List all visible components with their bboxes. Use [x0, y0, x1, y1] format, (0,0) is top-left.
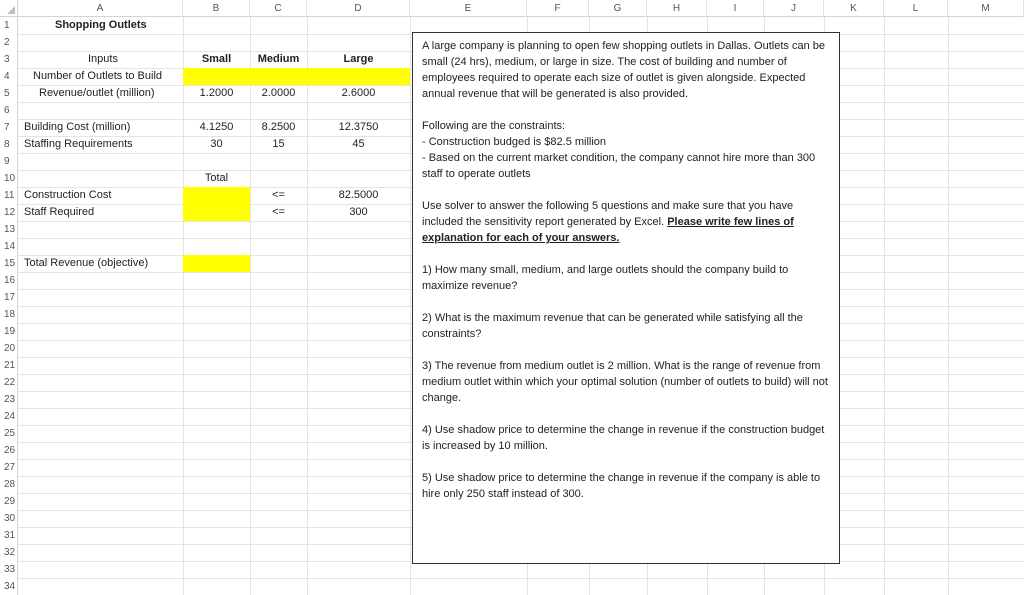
outlets-to-build-input-cells[interactable]	[183, 68, 410, 85]
row-header[interactable]: 29	[0, 493, 18, 510]
row-header[interactable]: 4	[0, 68, 18, 85]
total-header[interactable]: Total	[204, 172, 229, 184]
staff-operator[interactable]: <=	[272, 206, 285, 218]
solver-instruction-text: Use solver to answer the following 5 questions and make sure that you have included the sensitivity report generated by Excel.	[422, 200, 794, 228]
solver-instruction	[422, 198, 830, 246]
row-header[interactable]: 6	[0, 102, 18, 119]
row-header[interactable]: 18	[0, 306, 18, 323]
staff-required-label[interactable]: Staff Required	[24, 206, 95, 218]
row-header[interactable]: 13	[0, 221, 18, 238]
explanation-requirement: Please write few lines of explanation for each of your answers.	[422, 216, 794, 244]
medium-header[interactable]: Medium	[257, 53, 300, 65]
constraints-title: Following are the constraints:	[422, 120, 566, 132]
question-4: 4) Use shadow price to determine the change in revenue if the construction budget is increased by 10 million.	[422, 424, 825, 452]
row-header[interactable]: 17	[0, 289, 18, 306]
row-header[interactable]: 26	[0, 442, 18, 459]
row-header[interactable]: 14	[0, 238, 18, 255]
staff-medium[interactable]: 15	[272, 138, 285, 150]
row-header[interactable]: 2	[0, 34, 18, 51]
row-header[interactable]: 3	[0, 51, 18, 68]
building-cost-large[interactable]: 12.3750	[338, 121, 379, 133]
column-header-c[interactable]: C	[250, 0, 307, 17]
column-header-g[interactable]: G	[589, 0, 647, 17]
row-header[interactable]: 19	[0, 323, 18, 340]
building-cost-label[interactable]: Building Cost (million)	[24, 121, 131, 133]
column-header-b[interactable]: B	[183, 0, 250, 17]
revenue-medium[interactable]: 2.0000	[261, 87, 296, 99]
column-header-h[interactable]: H	[647, 0, 707, 17]
staffing-requirements-label[interactable]: Staffing Requirements	[24, 138, 133, 150]
building-cost-medium[interactable]: 8.2500	[261, 121, 296, 133]
construction-limit[interactable]: 82.5000	[338, 189, 379, 201]
staff-large[interactable]: 45	[352, 138, 365, 150]
row-header[interactable]: 10	[0, 170, 18, 187]
staff-small[interactable]: 30	[210, 138, 223, 150]
building-cost-small[interactable]: 4.1250	[199, 121, 234, 133]
question-5: 5) Use shadow price to determine the change in revenue if the company is able to hire only 250 staff instead of 300.	[422, 472, 821, 500]
row-header[interactable]: 34	[0, 578, 18, 595]
row-header[interactable]: 8	[0, 136, 18, 153]
row-header[interactable]: 33	[0, 561, 18, 578]
row-header[interactable]: 31	[0, 527, 18, 544]
row-header[interactable]: 1	[0, 17, 18, 34]
inputs-label[interactable]: Inputs	[88, 53, 118, 65]
construction-cost-label[interactable]: Construction Cost	[24, 189, 112, 201]
column-header-e[interactable]: E	[410, 0, 527, 17]
question-2: 2) What is the maximum revenue that can be generated while satisfying all the constraints?	[422, 312, 803, 340]
staff-limit[interactable]: 300	[349, 206, 368, 218]
row-header[interactable]: 11	[0, 187, 18, 204]
row-header[interactable]: 5	[0, 85, 18, 102]
objective-cell[interactable]	[183, 255, 250, 272]
row-header[interactable]: 27	[0, 459, 18, 476]
column-header-m[interactable]: M	[948, 0, 1024, 17]
row-header[interactable]: 28	[0, 476, 18, 493]
row-header[interactable]: 23	[0, 391, 18, 408]
small-header[interactable]: Small	[201, 53, 232, 65]
column-header-f[interactable]: F	[527, 0, 589, 17]
row-header[interactable]: 30	[0, 510, 18, 527]
row-header[interactable]: 20	[0, 340, 18, 357]
revenue-large[interactable]: 2.6000	[341, 87, 376, 99]
number-of-outlets-label[interactable]: Number of Outlets to Build	[33, 70, 163, 82]
row-header[interactable]: 25	[0, 425, 18, 442]
column-header-j[interactable]: J	[764, 0, 824, 17]
constraint-staff: - Based on the current market condition, the company cannot hire more than 300 staff to operate outlets	[422, 152, 816, 180]
sheet-title[interactable]: Shopping Outlets	[55, 19, 147, 31]
column-header-a[interactable]: A	[18, 0, 183, 17]
row-header[interactable]: 9	[0, 153, 18, 170]
question-3: 3) The revenue from medium outlet is 2 million. What is the range of revenue from medium outlet within which your optimal solution (number of outlets to build) will not change.	[422, 360, 828, 404]
constraint-budget: - Construction budged is $82.5 million	[422, 136, 607, 148]
row-header[interactable]: 24	[0, 408, 18, 425]
row-header[interactable]: 12	[0, 204, 18, 221]
question-1: 1) How many small, medium, and large outlets should the company build to maximize revenue?	[422, 264, 789, 292]
column-header-l[interactable]: L	[884, 0, 948, 17]
column-header-i[interactable]: I	[707, 0, 764, 17]
column-header-d[interactable]: D	[307, 0, 410, 17]
select-all-corner[interactable]	[0, 0, 18, 17]
row-header[interactable]: 15	[0, 255, 18, 272]
row-header[interactable]: 7	[0, 119, 18, 136]
row-header[interactable]: 22	[0, 374, 18, 391]
row-header[interactable]: 21	[0, 357, 18, 374]
revenue-small[interactable]: 1.2000	[199, 87, 234, 99]
instructions-textbox[interactable]	[412, 32, 840, 564]
revenue-label[interactable]: Revenue/outlet (million)	[39, 87, 155, 99]
large-header[interactable]: Large	[343, 53, 374, 65]
construction-operator[interactable]: <=	[272, 189, 285, 201]
gridline	[18, 578, 1024, 579]
row-header[interactable]: 16	[0, 272, 18, 289]
total-constraint-cells[interactable]	[183, 187, 250, 221]
total-revenue-objective-label[interactable]: Total Revenue (objective)	[24, 257, 149, 269]
row-header[interactable]: 32	[0, 544, 18, 561]
column-header-k[interactable]: K	[824, 0, 884, 17]
problem-intro: A large company is planning to open few shopping outlets in Dallas. Outlets can be small (24 hrs), medium, or large in size. The cost of building and number of employees required to operate each size of outlet is given alongside. Expected annual revenue that will be generated is also provided.	[422, 40, 825, 100]
